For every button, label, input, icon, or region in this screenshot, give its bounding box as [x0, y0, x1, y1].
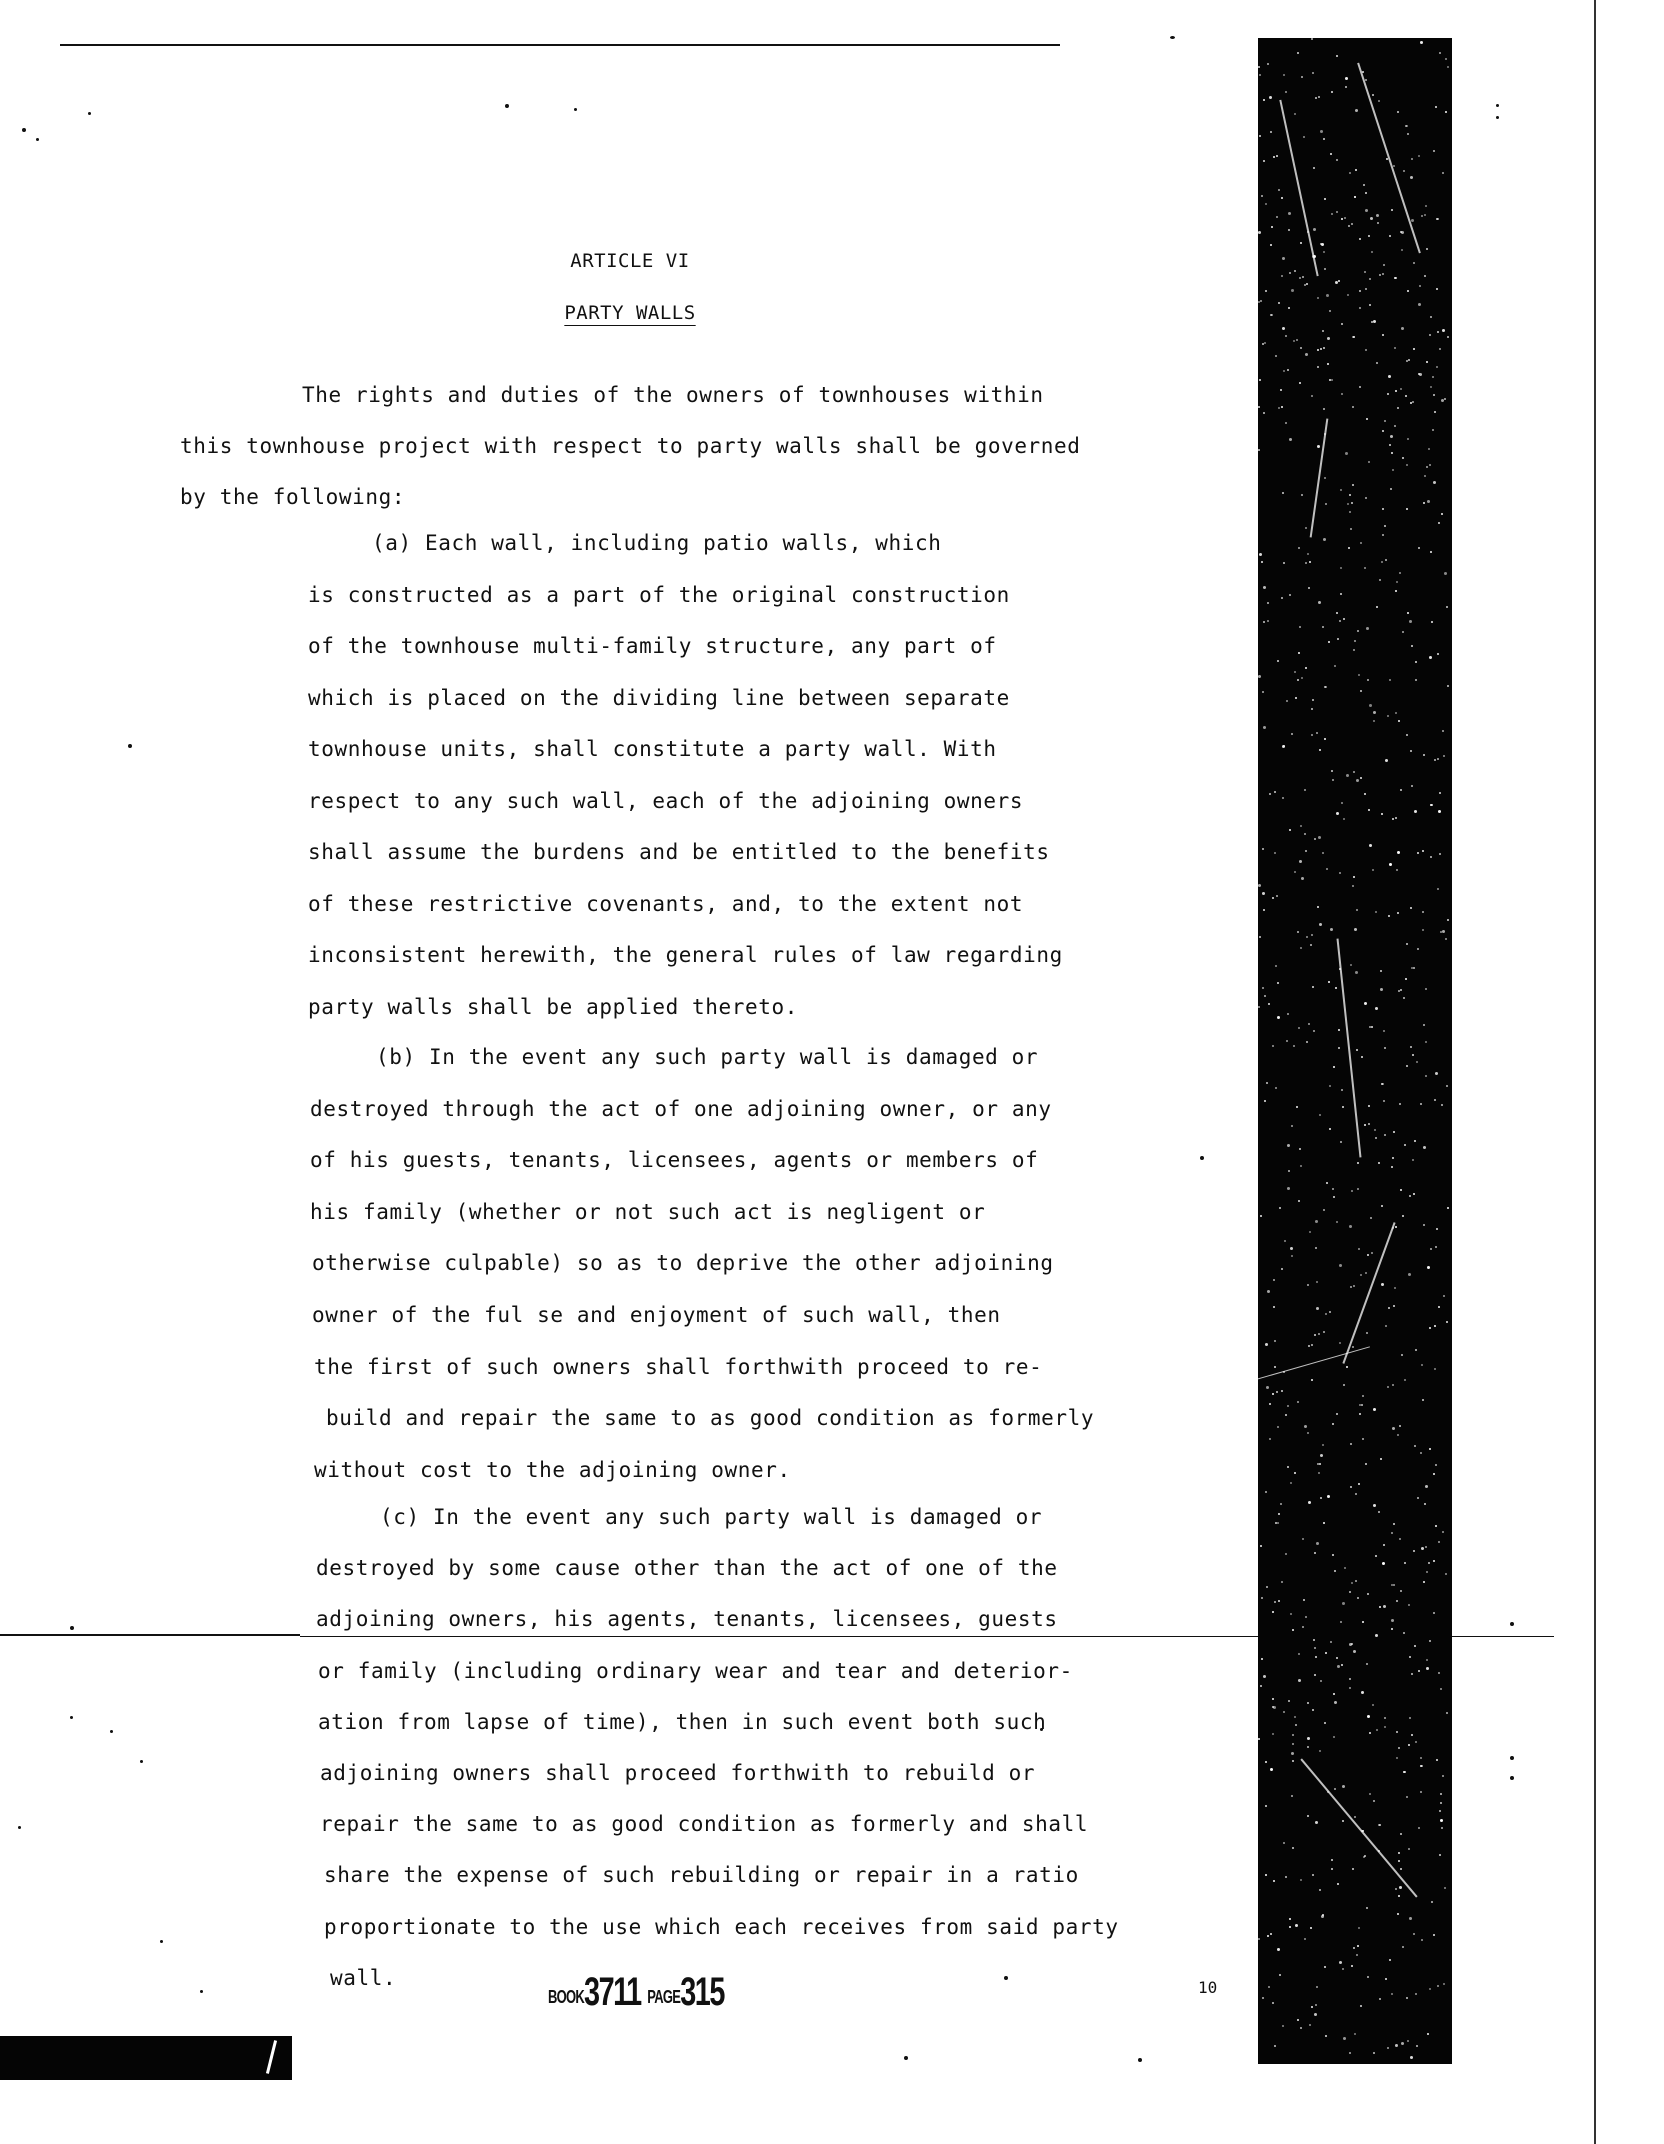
article-title-text: PARTY WALLS [564, 302, 696, 324]
scan-speck [1004, 1976, 1008, 1980]
book-label: BOOK [548, 1987, 584, 2007]
fold-rule-left [0, 1634, 300, 1636]
paragraph-a-line: (a) Each wall, including patio walls, which [372, 531, 942, 555]
scan-speck [70, 1626, 74, 1630]
paragraph-a-line: which is placed on the dividing line between separate [308, 686, 1010, 710]
paragraph-b-line: build and repair the same to as good condition as formerly [326, 1406, 1095, 1430]
paragraph-c-line: wall. [330, 1966, 397, 1990]
paragraph-b-line: without cost to the adjoining owner. [314, 1458, 791, 1482]
paragraph-a-line: townhouse units, shall constitute a party wall. With [308, 737, 997, 761]
paragraph-a-line: inconsistent herewith, the general rules of law regarding [308, 943, 1063, 967]
top-rule [60, 44, 1060, 46]
scan-speck [1170, 36, 1175, 39]
book-page-stamp [548, 1970, 724, 2015]
paragraph-c-line: adjoining owners shall proceed forthwith to rebuild or [320, 1761, 1036, 1785]
paragraph-c-line: proportionate to the use which each receives from said party [324, 1915, 1119, 1939]
intro-line: by the following: [180, 485, 406, 509]
scan-speck [505, 104, 509, 108]
paragraph-a-line: party walls shall be applied thereto. [308, 995, 798, 1019]
paragraph-c-line: ation from lapse of time), then in such event both such [318, 1710, 1047, 1734]
scan-speck [1510, 1756, 1514, 1760]
scan-speck [88, 112, 91, 115]
paragraph-a-line: respect to any such wall, each of the adjoining owners [308, 789, 1024, 813]
scan-speck [18, 1826, 21, 1829]
scan-speck [904, 2056, 908, 2060]
paragraph-c-line: adjoining owners, his agents, tenants, licensees, guests [316, 1607, 1058, 1631]
paragraph-b-line: of his guests, tenants, licensees, agents or members of [310, 1148, 1039, 1172]
scan-speck [22, 128, 26, 132]
paragraph-a-line: is constructed as a part of the original construction [308, 583, 1010, 607]
paragraph-a-line: of these restrictive covenants, and, to the extent not [308, 892, 1024, 916]
paragraph-b-line: otherwise culpable) so as to deprive the other adjoining [312, 1251, 1054, 1275]
scan-black-bar [1258, 38, 1452, 2064]
scan-speck [140, 1760, 143, 1763]
scan-speck [36, 138, 39, 141]
scan-speck [574, 108, 577, 111]
intro-line: this townhouse project with respect to party walls shall be governed [180, 434, 1081, 458]
paragraph-c-line: or family (including ordinary wear and tear and deterior- [318, 1659, 1073, 1683]
paragraph-b-line: destroyed through the act of one adjoining owner, or any [310, 1097, 1052, 1121]
scan-speck [1496, 116, 1499, 119]
scan-speck [1200, 1156, 1204, 1160]
scan-speck [1510, 1622, 1514, 1626]
scan-speck [200, 1990, 203, 1993]
paragraph-a-line: shall assume the burdens and be entitled to the benefits [308, 840, 1050, 864]
article-number: ARTICLE VI [570, 250, 690, 272]
scan-speck [1138, 2058, 1142, 2062]
scan-speck [70, 1716, 73, 1719]
scan-speck [1510, 1776, 1514, 1780]
paragraph-b-line: his family (whether or not such act is negligent or [310, 1200, 986, 1224]
scan-speck [128, 744, 132, 748]
scan-speck [110, 1730, 113, 1733]
page-number-stamp: 315 [680, 1970, 724, 2014]
paragraph-c-line: share the expense of such rebuilding or repair in a ratio [324, 1863, 1079, 1887]
paragraph-b-line: the first of such owners shall forthwith proceed to re- [314, 1355, 1043, 1379]
page-edge-line [1594, 0, 1596, 2144]
page-number: 10 [1198, 1978, 1218, 1997]
paragraph-c-line: repair the same to as good condition as formerly and shall [320, 1812, 1089, 1836]
paragraph-c-line: destroyed by some cause other than the act of one of the [316, 1556, 1058, 1580]
scan-speck [160, 1940, 163, 1943]
page-label: PAGE [647, 1987, 681, 2007]
article-title [0, 302, 1260, 324]
paragraph-b-line: (b) In the event any such party wall is damaged or [376, 1045, 1039, 1069]
book-number: 3711 [584, 1970, 641, 2014]
paragraph-a-line: of the townhouse multi-family structure, any part of [308, 634, 997, 658]
scan-black-corner [0, 2036, 292, 2080]
scan-speck [1496, 104, 1499, 107]
paragraph-c-line: (c) In the event any such party wall is damaged or [380, 1505, 1043, 1529]
paragraph-b-line: owner of the ful se and enjoyment of such wall, then [312, 1303, 1001, 1327]
intro-line: The rights and duties of the owners of townhouses within [302, 383, 1044, 407]
